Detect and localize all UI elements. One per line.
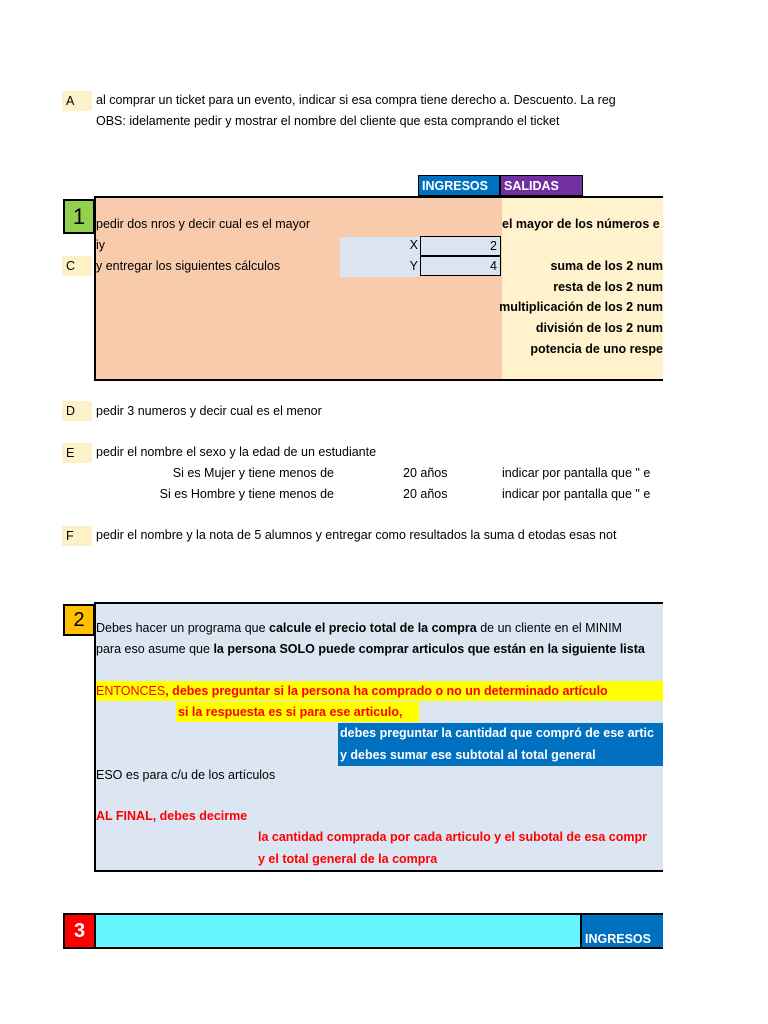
section-2-line-1-a: Debes hacer un programa que — [96, 621, 270, 635]
section-2-line-2-a: para eso asume que — [96, 642, 214, 656]
item-e-mujer-output: indicar por pantalla que " e — [502, 466, 651, 480]
row-letter-c: C — [62, 256, 92, 276]
section-1-badge: 1 — [63, 199, 95, 234]
section-2-line-3 — [96, 684, 608, 698]
section-2-badge: 2 — [63, 604, 95, 636]
item-e-hombre-condition: Si es Hombre y tiene menos de — [159, 487, 334, 501]
item-e-mujer-condition: Si es Mujer y tiene menos de — [172, 466, 334, 480]
section-2-line-9: la cantidad comprada por cada articulo y el subotal de esa compr — [258, 830, 648, 844]
section-1-row-1: pedir dos nros y decir cual es el mayor — [96, 217, 310, 231]
section-3-box — [94, 913, 663, 949]
output-resta: resta de los 2 num — [553, 280, 663, 294]
row-letter-a: A — [62, 91, 92, 111]
intro-line-2: OBS: idelamente pedir y mostrar el nombre del cliente que esta comprando el ticket — [96, 114, 560, 128]
section-2-line-5: debes preguntar la cantidad que compró de ese artic — [340, 726, 654, 740]
x-value-cell[interactable]: 2 — [420, 236, 501, 256]
y-value-cell[interactable]: 4 — [420, 256, 501, 276]
output-mayor: el mayor de los números e — [502, 217, 660, 231]
section-2-line-1-c: de un cliente en el MINIM — [476, 621, 622, 635]
section-2-line-2 — [96, 642, 645, 656]
section-2-line-3-b: , debes preguntar si la persona ha comprado o no un determinado artículo — [165, 684, 608, 698]
row-letter-e: E — [62, 443, 92, 463]
section-1-row-3: y entregar los siguientes cálculos — [96, 259, 281, 273]
section-2-line-7: ESO es para c/u de los artículos — [96, 768, 276, 782]
section-3-ingresos-header: INGRESOS — [580, 913, 663, 949]
output-suma: suma de los 2 num — [550, 259, 663, 273]
section-3-badge: 3 — [63, 913, 96, 949]
intro-line-1: al comprar un ticket para un evento, indicar si esa compra tiene derecho a. Descuento. La reg — [96, 93, 616, 107]
ingresos-header: INGRESOS — [418, 175, 500, 196]
output-potencia: potencia de uno respe — [530, 342, 663, 356]
section-1-row-2: iy — [96, 238, 106, 252]
output-multiplicacion: multiplicación de los 2 num — [499, 300, 663, 314]
section-2-line-4: si la respuesta es si para ese articulo, — [178, 705, 403, 719]
item-e-hombre-output: indicar por pantalla que " e — [502, 487, 651, 501]
x-label: X — [409, 238, 418, 252]
section-2-line-1-b: calcule el precio total de la compra — [269, 621, 477, 635]
item-e-mujer-age: 20 años — [403, 466, 448, 480]
y-label: Y — [409, 259, 418, 273]
output-division: división de los 2 num — [535, 321, 663, 335]
item-e-hombre-age: 20 años — [403, 487, 448, 501]
section-2-line-2-b: la persona SOLO puede comprar articulos que están en la siguiente lista — [213, 642, 645, 656]
row-letter-f: F — [62, 526, 92, 546]
row-letter-d: D — [62, 401, 92, 421]
item-d-text: pedir 3 numeros y decir cual es el menor — [96, 404, 322, 418]
section-2-line-6: y debes sumar ese subtotal al total general — [340, 748, 596, 762]
section-2-line-10: y el total general de la compra — [258, 852, 438, 866]
item-f-text: pedir el nombre y la nota de 5 alumnos y entregar como resultados la suma d etodas esas not — [96, 528, 617, 542]
salidas-header: SALIDAS — [500, 175, 583, 196]
section-2-line-8: AL FINAL, debes decirme — [96, 809, 248, 823]
item-e-text: pedir el nombre el sexo y la edad de un estudiante — [96, 445, 377, 459]
section-2-line-1 — [96, 621, 622, 635]
section-2-line-3-a: ENTONCES — [96, 684, 166, 698]
